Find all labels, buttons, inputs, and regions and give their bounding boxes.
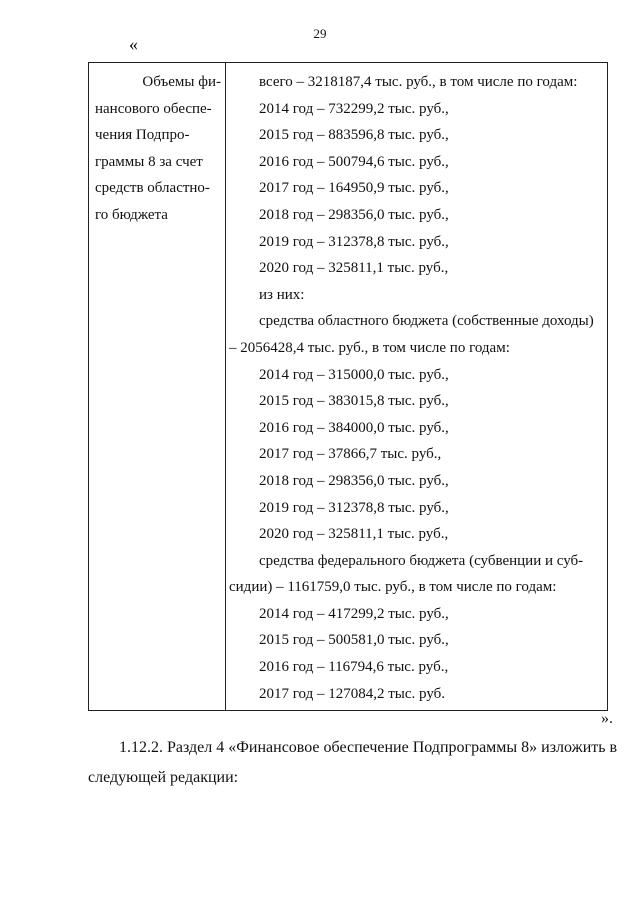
- right-cell-line: 2018 год – 298356,0 тыс. руб.,: [259, 472, 449, 489]
- right-cell-line: 2014 год – 315000,0 тыс. руб.,: [259, 366, 449, 383]
- left-cell-line: го бюджета: [95, 206, 168, 223]
- right-cell-line: 2014 год – 732299,2 тыс. руб.,: [259, 100, 449, 117]
- table-right-cell: [229, 69, 605, 707]
- left-cell-line: нансового обеспе-: [95, 100, 212, 117]
- closing-quote-mark: ».: [601, 710, 613, 727]
- table-left-cell: [95, 69, 221, 229]
- right-cell-line: 2020 год – 325811,1 тыс. руб.,: [259, 526, 449, 543]
- left-cell-line: чения Подпро-: [95, 127, 190, 144]
- right-cell-line: 2018 год – 298356,0 тыс. руб.,: [259, 206, 449, 223]
- right-cell-line: 2016 год – 116794,6 тыс. руб.,: [259, 659, 449, 676]
- left-cell-line: средств областно-: [95, 180, 210, 197]
- right-cell-line: средства областного бюджета (собственные доходы): [259, 313, 594, 330]
- column-divider: [225, 63, 226, 710]
- left-cell-line: граммы 8 за счет: [95, 153, 203, 170]
- right-cell-line: – 2056428,4 тыс. руб., в том числе по годам:: [229, 339, 510, 356]
- opening-quote-mark: «: [129, 34, 138, 54]
- right-cell-line: 2016 год – 384000,0 тыс. руб.,: [259, 419, 449, 436]
- right-cell-line: 2017 год – 164950,9 тыс. руб.,: [259, 180, 449, 197]
- right-cell-line: 2017 год – 37866,7 тыс. руб.,: [259, 446, 442, 463]
- right-cell-line: 2016 год – 500794,6 тыс. руб.,: [259, 153, 449, 170]
- right-cell-line: 2020 год – 325811,1 тыс. руб.,: [259, 260, 449, 277]
- right-cell-line: 2019 год – 312378,8 тыс. руб.,: [259, 233, 449, 250]
- right-cell-line: сидии) – 1161759,0 тыс. руб., в том числе по годам:: [229, 579, 557, 596]
- right-cell-line: 2014 год – 417299,2 тыс. руб.,: [259, 605, 449, 622]
- right-cell-line: 2017 год – 127084,2 тыс. руб.: [259, 685, 446, 702]
- paragraph-line: 1.12.2. Раздел 4 «Финансовое обеспечение Подпрограммы 8» изложить в: [119, 739, 618, 756]
- right-cell-line: из них:: [259, 286, 305, 303]
- left-cell-line: Объемы фи-: [142, 74, 221, 90]
- right-cell-line: 2015 год – 500581,0 тыс. руб.,: [259, 632, 449, 649]
- right-cell-line: 2019 год – 312378,8 тыс. руб.,: [259, 499, 449, 516]
- amendment-paragraph: [88, 733, 618, 793]
- right-cell-line: 2015 год – 383015,8 тыс. руб.,: [259, 393, 449, 410]
- page-number: 29: [313, 26, 327, 41]
- right-cell-line: всего – 3218187,4 тыс. руб., в том числе по годам:: [259, 74, 578, 90]
- paragraph-line: следующей редакции:: [88, 769, 239, 786]
- right-cell-line: 2015 год – 883596,8 тыс. руб.,: [259, 127, 449, 144]
- funding-table: [88, 62, 608, 711]
- right-cell-line: средства федерального бюджета (субвенции и суб-: [259, 552, 584, 569]
